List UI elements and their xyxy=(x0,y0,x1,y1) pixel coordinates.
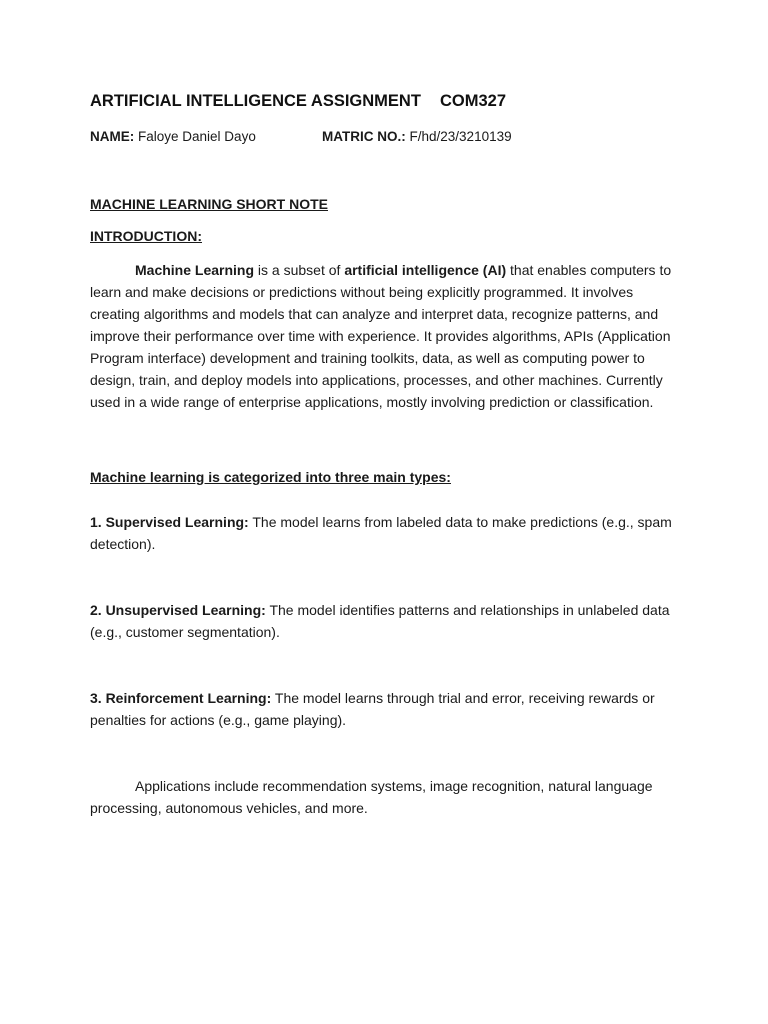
intro-text-1: is a subset of xyxy=(254,262,345,278)
types-heading: Machine learning is categorized into three main types: xyxy=(90,469,451,485)
type-label: 2. Unsupervised Learning: xyxy=(90,602,266,618)
type-item-reinforcement xyxy=(90,687,680,731)
type-description: The model learns through trial and error, receiving rewards or penalties for actions (e.g., game playing). xyxy=(90,690,655,728)
name-value: Faloye Daniel Dayo xyxy=(138,129,256,144)
ai-term: artificial intelligence (AI) xyxy=(344,262,507,278)
type-description: The model learns from labeled data to make predictions (e.g., spam detection). xyxy=(90,514,672,552)
type-item-supervised xyxy=(90,511,680,555)
type-label: 1. Supervised Learning: xyxy=(90,514,249,530)
intro-paragraph xyxy=(90,259,680,413)
applications-paragraph: Applications include recommendation systems, image recognition, natural language processing, autonomous vehicles, and more. xyxy=(90,778,653,816)
student-info-row xyxy=(90,129,512,144)
matric-number xyxy=(322,129,512,144)
course-code: COM327 xyxy=(440,92,507,110)
document-title-row xyxy=(90,92,507,111)
intro-text-2: that enables computers to learn and make decisions or predictions without being explicitly programmed. It involves creating algorithms and models that can analyze and interpret data, recognize patterns, and improve their performance over time with experience. It provides algorithms, APIs (Application Program interface) development and training toolkits, data, as well as computing power to design, train, and deploy models into applications, processes, and other machines. Currently used in a wide range of enterprise applications, mostly involving prediction or classification. xyxy=(90,262,672,410)
document-title: ARTIFICIAL INTELLIGENCE ASSIGNMENT xyxy=(90,92,421,110)
type-label: 3. Reinforcement Learning: xyxy=(90,690,272,706)
student-name xyxy=(90,129,256,144)
ml-term: Machine Learning xyxy=(135,262,255,278)
type-item-unsupervised xyxy=(90,599,680,643)
note-title: MACHINE LEARNING SHORT NOTE xyxy=(90,196,328,212)
name-label: NAME: xyxy=(90,129,135,144)
matric-label: MATRIC NO.: xyxy=(322,129,406,144)
type-description: The model identifies patterns and relationships in unlabeled data (e.g., customer segmentation). xyxy=(90,602,670,640)
matric-value: F/hd/23/3210139 xyxy=(409,129,512,144)
intro-heading: INTRODUCTION: xyxy=(90,228,202,244)
